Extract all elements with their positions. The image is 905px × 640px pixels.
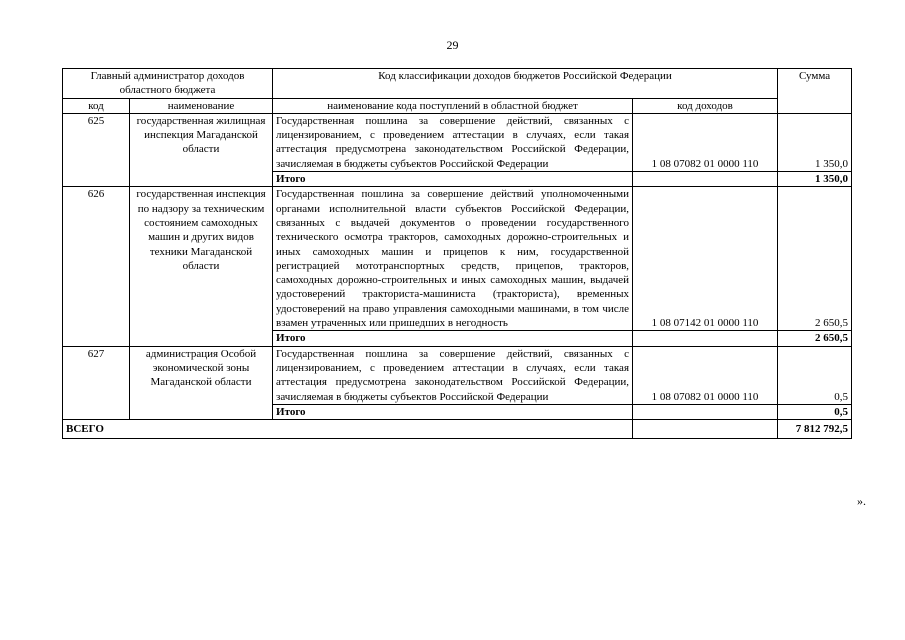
grand-total-label: ВСЕГО — [63, 420, 633, 439]
row-code: 625 — [63, 113, 130, 186]
subtotal-empty — [633, 331, 778, 346]
header-income-name: наименование кода поступлений в областной бюджет — [273, 98, 633, 113]
subtotal-empty — [633, 172, 778, 187]
page-number: 29 — [446, 38, 459, 52]
grand-total-row — [63, 420, 852, 439]
row-admin-name: государственная жилищная инспекция Магаданской области — [130, 113, 273, 186]
row-income-code: 1 08 07142 01 0000 110 — [633, 187, 778, 331]
subtotal-label: Итого — [273, 172, 633, 187]
table-row — [63, 113, 852, 171]
subtotal-label: Итого — [273, 331, 633, 346]
closing-quote: ». — [857, 494, 866, 508]
row-admin-name: государственная инспекция по надзору за техническим состоянием самоходных машин и других видов техники Магаданской области — [130, 187, 273, 346]
row-description: Государственная пошлина за совершение действий, связанных с лицензированием, с проведением аттестации в случаях, если такая аттестация предусмотрена законодательством Российской Федерации, зачисляемая в бюджеты субъектов Российской Федерации — [273, 113, 633, 171]
subtotal-label: Итого — [273, 404, 633, 419]
table-row — [63, 346, 852, 404]
row-code: 627 — [63, 346, 130, 419]
row-income-code: 1 08 07082 01 0000 110 — [633, 113, 778, 171]
row-amount: 2 650,5 — [778, 187, 852, 331]
row-amount: 1 350,0 — [778, 113, 852, 171]
row-description: Государственная пошлина за совершение действий уполномоченными органами исполнительной власти субъектов Российской Федерации, связанных с выдачей документов о проведении государственного технического осмотра тракторов, самоходных дорожно-строительных и иных самоходных машин и прицепов к ним, государственной регистрацией мототранспортных средств, прицепов, тракторов, самоходных дорожно-строительных и иных самоходных машин, выдачей удостоверений тракториста-машиниста (тракториста), временных удостоверений на право управления самоходными машинами, в том числе взамен утраченных или пришедших в негодность — [273, 187, 633, 331]
row-code: 626 — [63, 187, 130, 346]
header-code-group: Код классификации доходов бюджетов Российской Федерации — [273, 69, 778, 99]
header-code: код — [63, 98, 130, 113]
row-description: Государственная пошлина за совершение действий, связанных с лицензированием, с проведением аттестации в случаях, если такая аттестация предусмотрена законодательством Российской Федерации, зачисляемая в бюджеты субъектов Российской Федерации — [273, 346, 633, 404]
subtotal-amount: 0,5 — [778, 404, 852, 419]
header-name: наименование — [130, 98, 273, 113]
header-income-code: код доходов — [633, 98, 778, 113]
header-admin-group: Главный администратор доходов областного бюджета — [63, 69, 273, 99]
budget-table — [62, 68, 852, 439]
grand-total-empty — [633, 420, 778, 439]
row-admin-name: администрация Особой экономической зоны Магаданской области — [130, 346, 273, 419]
row-income-code: 1 08 07082 01 0000 110 — [633, 346, 778, 404]
subtotal-amount: 1 350,0 — [778, 172, 852, 187]
row-amount: 0,5 — [778, 346, 852, 404]
header-sum: Сумма — [778, 69, 852, 114]
subtotal-amount: 2 650,5 — [778, 331, 852, 346]
table-row — [63, 187, 852, 331]
grand-total-amount: 7 812 792,5 — [778, 420, 852, 439]
subtotal-empty — [633, 404, 778, 419]
